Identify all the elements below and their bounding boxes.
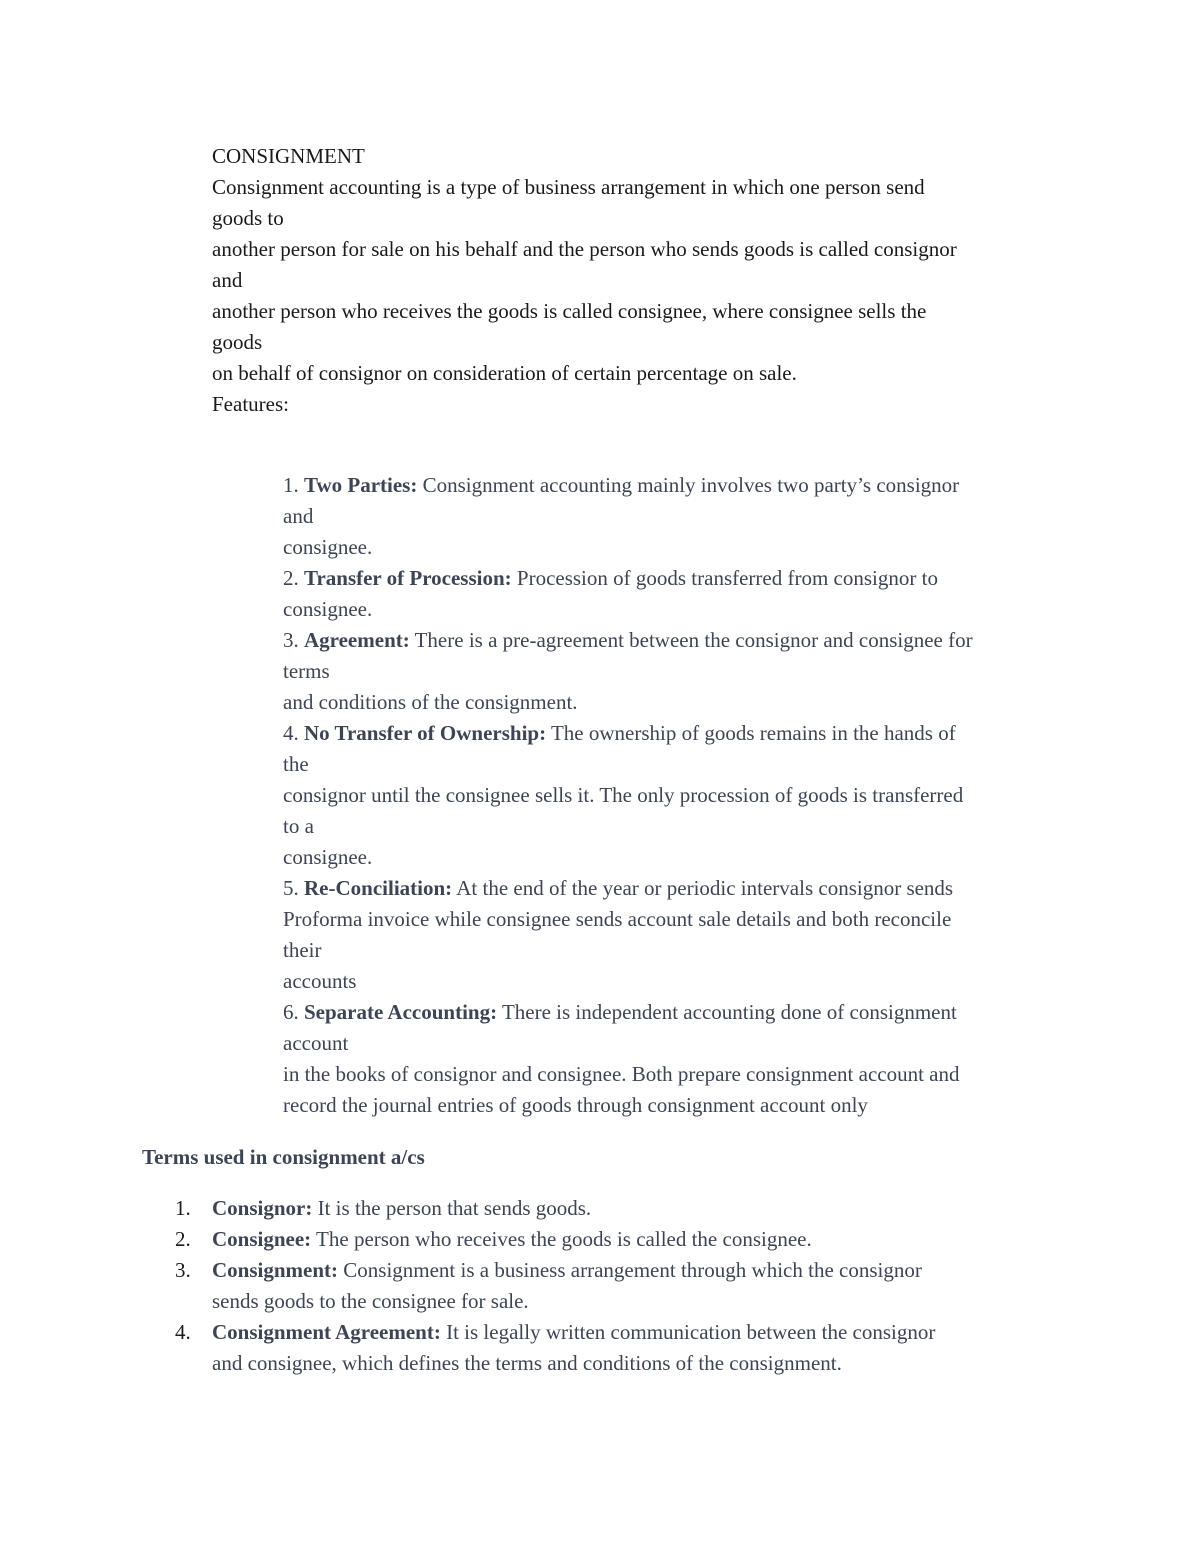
feature-text: Proforma invoice while consignee sends account sale details and both reconcile xyxy=(283,907,952,931)
feature-text: to a xyxy=(283,814,314,838)
term-number: 1. xyxy=(175,1196,191,1220)
term-number: 2. xyxy=(175,1227,191,1251)
feature-item-two-parties xyxy=(283,470,959,501)
feature-item-agreement xyxy=(283,625,973,656)
feature-term: Re-Conciliation: xyxy=(304,876,453,900)
feature-text: and xyxy=(283,504,314,528)
feature-text: and conditions of the consignment. xyxy=(283,690,578,714)
feature-number: 4. xyxy=(283,721,299,745)
intro-line: and xyxy=(212,268,243,292)
feature-text: account xyxy=(283,1031,349,1055)
term-label: Consignor: xyxy=(212,1196,313,1220)
feature-term: Transfer of Procession: xyxy=(304,566,512,590)
feature-text: their xyxy=(283,938,322,962)
feature-number: 1. xyxy=(283,473,299,497)
feature-number: 6. xyxy=(283,1000,299,1024)
feature-text: consignor until the consignee sells it. The only procession of goods is transferred xyxy=(283,783,964,807)
feature-item-re-conciliation xyxy=(283,873,953,904)
feature-term: Two Parties: xyxy=(304,473,418,497)
features-label: Features: xyxy=(212,392,289,416)
term-label: Consignment Agreement: xyxy=(212,1320,441,1344)
term-label: Consignee: xyxy=(212,1227,312,1251)
feature-term: Agreement: xyxy=(304,628,410,652)
intro-line: on behalf of consignor on consideration of certain percentage on sale. xyxy=(212,361,797,385)
feature-text: There is independent accounting done of consignment xyxy=(501,1000,957,1024)
feature-text: in the books of consignor and consignee. Both prepare consignment account and xyxy=(283,1062,960,1086)
feature-text: The ownership of goods remains in the hands of xyxy=(550,721,956,745)
term-item-consignee xyxy=(212,1224,812,1255)
term-label: Consignment: xyxy=(212,1258,339,1282)
feature-text: Procession of goods transferred from consignor to xyxy=(516,566,938,590)
term-text: It is legally written communication between the consignor xyxy=(446,1320,936,1344)
feature-text: There is a pre-agreement between the consignor and consignee for xyxy=(414,628,973,652)
feature-term: Separate Accounting: xyxy=(304,1000,498,1024)
intro-line: goods xyxy=(212,330,263,354)
term-number: 4. xyxy=(175,1320,191,1344)
feature-item-separate-accounting xyxy=(283,997,957,1028)
feature-term: No Transfer of Ownership: xyxy=(304,721,547,745)
intro-line: goods to xyxy=(212,206,284,230)
intro-line: Consignment accounting is a type of business arrangement in which one person send xyxy=(212,175,925,199)
term-item-consignment xyxy=(212,1255,922,1286)
term-text: sends goods to the consignee for sale. xyxy=(212,1289,529,1313)
feature-number: 2. xyxy=(283,566,299,590)
feature-text: consignee. xyxy=(283,597,373,621)
feature-number: 5. xyxy=(283,876,299,900)
term-text: It is the person that sends goods. xyxy=(317,1196,592,1220)
term-number: 3. xyxy=(175,1258,191,1282)
document-title: CONSIGNMENT xyxy=(212,144,365,168)
term-text: and consignee, which defines the terms and conditions of the consignment. xyxy=(212,1351,842,1375)
intro-line: another person for sale on his behalf and the person who sends goods is called consignor xyxy=(212,237,957,261)
term-text: Consignment is a business arrangement through which the consignor xyxy=(343,1258,922,1282)
feature-number: 3. xyxy=(283,628,299,652)
intro-line: another person who receives the goods is called consignee, where consignee sells the xyxy=(212,299,927,323)
feature-text: At the end of the year or periodic intervals consignor sends xyxy=(456,876,954,900)
section-heading: Terms used in consignment a/cs xyxy=(142,1145,425,1169)
term-item-consignor xyxy=(212,1193,591,1224)
term-text: The person who receives the goods is called the consignee. xyxy=(316,1227,812,1251)
feature-text: terms xyxy=(283,659,330,683)
feature-text: accounts xyxy=(283,969,357,993)
feature-text: consignee. xyxy=(283,845,373,869)
feature-text: record the journal entries of goods through consignment account only xyxy=(283,1093,868,1117)
feature-text: Consignment accounting mainly involves two party’s consignor xyxy=(422,473,960,497)
feature-text: consignee. xyxy=(283,535,373,559)
feature-item-no-transfer-of-ownership xyxy=(283,718,956,749)
term-item-consignment-agreement xyxy=(212,1317,935,1348)
feature-text: the xyxy=(283,752,309,776)
feature-item-transfer-of-procession xyxy=(283,563,938,594)
